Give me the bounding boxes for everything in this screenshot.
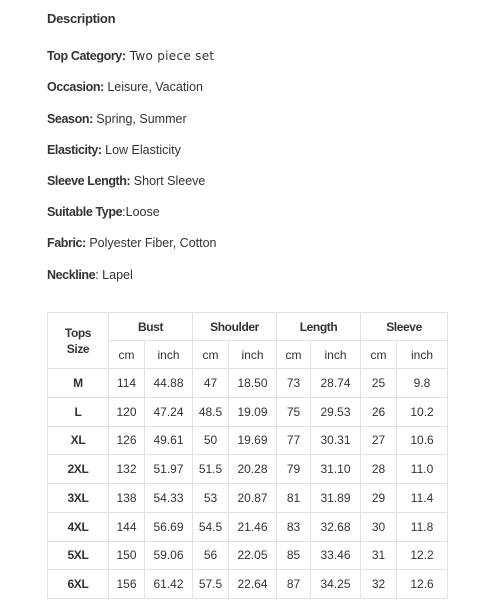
value-cell: 32 bbox=[361, 570, 397, 599]
spec-label: Neckline bbox=[47, 268, 96, 282]
value-cell: 22.05 bbox=[229, 541, 277, 570]
spec-top-category bbox=[47, 49, 214, 63]
size-cell: 6XL bbox=[48, 570, 109, 599]
value-cell: 20.87 bbox=[229, 484, 277, 513]
unit-cell: inch bbox=[397, 341, 448, 369]
value-cell: 50 bbox=[193, 426, 229, 455]
table-row bbox=[48, 397, 448, 426]
spec-label: Occasion: bbox=[47, 80, 104, 94]
value-cell: 75 bbox=[277, 397, 311, 426]
value-cell: 53 bbox=[193, 484, 229, 513]
value-cell: 54.5 bbox=[193, 512, 229, 541]
value-cell: 32.68 bbox=[311, 512, 361, 541]
size-chart-table bbox=[47, 312, 448, 599]
value-cell: 54.33 bbox=[145, 484, 193, 513]
spec-value: Polyester Fiber, Cotton bbox=[85, 236, 217, 250]
spec-value: Short Sleeve bbox=[130, 174, 206, 188]
table-row bbox=[48, 570, 448, 599]
value-cell: 30 bbox=[361, 512, 397, 541]
value-cell: 83 bbox=[277, 512, 311, 541]
value-cell: 114 bbox=[109, 369, 145, 398]
value-cell: 20.28 bbox=[229, 455, 277, 484]
spec-suitable-type bbox=[47, 205, 160, 219]
sleeve-header: Sleeve bbox=[361, 313, 448, 341]
value-cell: 29.53 bbox=[311, 397, 361, 426]
value-cell: 10.6 bbox=[397, 426, 448, 455]
value-cell: 10.2 bbox=[397, 397, 448, 426]
size-cell: XL bbox=[48, 426, 109, 455]
value-cell: 49.61 bbox=[145, 426, 193, 455]
value-cell: 28 bbox=[361, 455, 397, 484]
length-header: Length bbox=[277, 313, 361, 341]
value-cell: 11.4 bbox=[397, 484, 448, 513]
unit-cell: inch bbox=[311, 341, 361, 369]
value-cell: 57.5 bbox=[193, 570, 229, 599]
value-cell: 12.2 bbox=[397, 541, 448, 570]
value-cell: 61.42 bbox=[145, 570, 193, 599]
spec-label: Fabric: bbox=[47, 236, 86, 250]
value-cell: 56 bbox=[193, 541, 229, 570]
value-cell: 73 bbox=[277, 369, 311, 398]
table-header-row bbox=[48, 313, 448, 341]
spec-fabric bbox=[47, 236, 217, 250]
value-cell: 51.97 bbox=[145, 455, 193, 484]
spec-value: Leisure, Vacation bbox=[103, 80, 203, 94]
unit-cell: cm bbox=[109, 341, 145, 369]
spec-label: Top Category: bbox=[47, 49, 126, 63]
table-row bbox=[48, 484, 448, 513]
spec-elasticity bbox=[47, 143, 181, 157]
value-cell: 27 bbox=[361, 426, 397, 455]
value-cell: 132 bbox=[109, 455, 145, 484]
value-cell: 126 bbox=[109, 426, 145, 455]
spec-label: Suitable Type bbox=[47, 205, 123, 219]
unit-cell: cm bbox=[361, 341, 397, 369]
spec-label: Elasticity: bbox=[47, 143, 102, 157]
shoulder-header: Shoulder bbox=[193, 313, 277, 341]
value-cell: 26 bbox=[361, 397, 397, 426]
spec-label: Season: bbox=[47, 112, 93, 126]
unit-cell: cm bbox=[193, 341, 229, 369]
value-cell: 56.69 bbox=[145, 512, 193, 541]
value-cell: 9.8 bbox=[397, 369, 448, 398]
value-cell: 47.24 bbox=[145, 397, 193, 426]
table-row bbox=[48, 455, 448, 484]
value-cell: 81 bbox=[277, 484, 311, 513]
value-cell: 120 bbox=[109, 397, 145, 426]
description-heading: Description bbox=[47, 11, 116, 26]
value-cell: 22.64 bbox=[229, 570, 277, 599]
spec-value: :Loose bbox=[122, 205, 160, 219]
spec-value: : Lapel bbox=[95, 268, 133, 282]
value-cell: 25 bbox=[361, 369, 397, 398]
value-cell: 21.46 bbox=[229, 512, 277, 541]
tops-size-header: Tops Size bbox=[48, 313, 109, 369]
value-cell: 79 bbox=[277, 455, 311, 484]
value-cell: 51.5 bbox=[193, 455, 229, 484]
value-cell: 44.88 bbox=[145, 369, 193, 398]
value-cell: 19.09 bbox=[229, 397, 277, 426]
spec-season bbox=[47, 112, 187, 126]
spec-value: Two piece set bbox=[125, 49, 215, 63]
value-cell: 12.6 bbox=[397, 570, 448, 599]
value-cell: 30.31 bbox=[311, 426, 361, 455]
unit-cell: inch bbox=[229, 341, 277, 369]
value-cell: 87 bbox=[277, 570, 311, 599]
value-cell: 33.46 bbox=[311, 541, 361, 570]
value-cell: 85 bbox=[277, 541, 311, 570]
spec-sleeve-length bbox=[47, 174, 205, 188]
value-cell: 34.25 bbox=[311, 570, 361, 599]
spec-neckline bbox=[47, 268, 133, 282]
value-cell: 31.10 bbox=[311, 455, 361, 484]
value-cell: 138 bbox=[109, 484, 145, 513]
table-row bbox=[48, 541, 448, 570]
value-cell: 150 bbox=[109, 541, 145, 570]
value-cell: 144 bbox=[109, 512, 145, 541]
size-cell: M bbox=[48, 369, 109, 398]
value-cell: 59.06 bbox=[145, 541, 193, 570]
table-row bbox=[48, 426, 448, 455]
value-cell: 28.74 bbox=[311, 369, 361, 398]
value-cell: 29 bbox=[361, 484, 397, 513]
spec-occasion bbox=[47, 80, 203, 94]
size-cell: L bbox=[48, 397, 109, 426]
unit-cell: cm bbox=[277, 341, 311, 369]
value-cell: 31 bbox=[361, 541, 397, 570]
table-row bbox=[48, 369, 448, 398]
value-cell: 47 bbox=[193, 369, 229, 398]
table-row bbox=[48, 512, 448, 541]
spec-value: Low Elasticity bbox=[101, 143, 181, 157]
value-cell: 11.8 bbox=[397, 512, 448, 541]
value-cell: 18.50 bbox=[229, 369, 277, 398]
size-cell: 3XL bbox=[48, 484, 109, 513]
value-cell: 31.89 bbox=[311, 484, 361, 513]
size-cell: 5XL bbox=[48, 541, 109, 570]
spec-label: Sleeve Length: bbox=[47, 174, 131, 188]
unit-cell: inch bbox=[145, 341, 193, 369]
value-cell: 77 bbox=[277, 426, 311, 455]
value-cell: 48.5 bbox=[193, 397, 229, 426]
size-cell: 2XL bbox=[48, 455, 109, 484]
size-cell: 4XL bbox=[48, 512, 109, 541]
value-cell: 156 bbox=[109, 570, 145, 599]
bust-header: Bust bbox=[109, 313, 193, 341]
value-cell: 11.0 bbox=[397, 455, 448, 484]
value-cell: 19.69 bbox=[229, 426, 277, 455]
spec-value: Spring, Summer bbox=[92, 112, 187, 126]
